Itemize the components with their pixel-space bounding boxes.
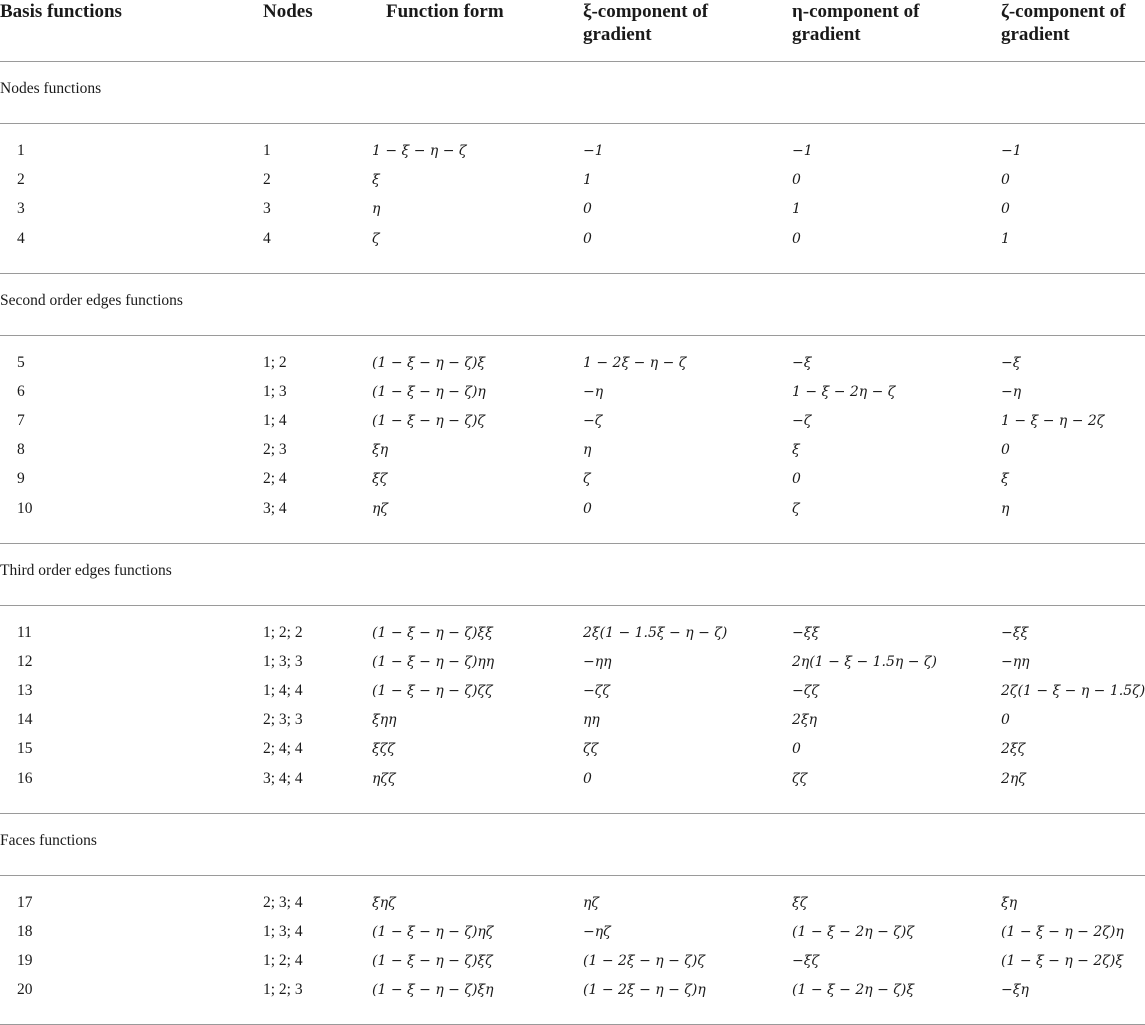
- cell-xi-gradient: 0: [583, 201, 592, 218]
- cell-nodes: 1; 4: [263, 412, 287, 429]
- table-row: [0, 498, 1145, 520]
- cell-nodes: 3; 4; 4: [263, 769, 303, 787]
- cell-function-form: (1 − ξ − η − ζ)ηη: [372, 653, 495, 670]
- cell-function-form: (1 − ξ − η − ζ)ξ: [372, 354, 486, 371]
- cell-zeta-gradient: −η: [1001, 383, 1022, 400]
- cell-basis-number: 7: [17, 412, 25, 429]
- cell-nodes: 1; 2; 4: [263, 952, 303, 969]
- table-row: [0, 169, 1145, 191]
- cell-zeta-gradient: ξη: [1001, 894, 1018, 911]
- cell-nodes: 1; 3; 4: [263, 922, 303, 940]
- cell-function-form: ξηη: [372, 712, 397, 729]
- table-row: [0, 228, 1145, 250]
- cell-basis-number: 16: [17, 769, 33, 787]
- cell-basis-number: 18: [17, 922, 33, 940]
- cell-basis-number: 13: [17, 682, 33, 699]
- cell-nodes: 2: [263, 171, 271, 189]
- table-row: [0, 768, 1145, 790]
- cell-eta-gradient: −ζζ: [792, 683, 819, 699]
- cell-nodes: 1; 2: [263, 353, 287, 371]
- cell-nodes: 2; 3: [263, 441, 287, 459]
- table-row: [0, 352, 1145, 374]
- cell-xi-gradient: 1: [583, 172, 592, 189]
- cell-nodes: 4: [263, 229, 271, 247]
- cell-eta-gradient: (1 − ξ − 2η − ζ)ξ: [792, 982, 915, 999]
- cell-function-form: ξζζ: [372, 741, 395, 758]
- cell-function-form: ηζ: [372, 500, 388, 517]
- cell-xi-gradient: −η: [583, 383, 604, 400]
- header-eta-gradient: η-component of gradient: [792, 1, 920, 45]
- cell-nodes: 1; 2; 2: [263, 623, 303, 641]
- cell-basis-number: 6: [17, 382, 25, 400]
- section-end-rule: [0, 273, 1145, 274]
- cell-basis-number: 12: [17, 652, 33, 670]
- cell-zeta-gradient: −ξη: [1001, 982, 1029, 999]
- cell-zeta-gradient: 2ζ(1 − ξ − η − 1.5ζ): [1001, 683, 1145, 699]
- section-title: Faces functions: [0, 831, 97, 849]
- cell-xi-gradient: −ηη: [583, 653, 612, 670]
- cell-zeta-gradient: 1 − ξ − η − 2ζ: [1001, 413, 1105, 429]
- cell-eta-gradient: ζζ: [792, 770, 808, 787]
- cell-xi-gradient: ζ: [583, 471, 591, 488]
- cell-basis-number: 20: [17, 981, 33, 999]
- cell-eta-gradient: −ξζ: [792, 953, 820, 969]
- cell-eta-gradient: −1: [792, 143, 813, 159]
- section-rule: [0, 875, 1145, 876]
- cell-xi-gradient: 0: [583, 230, 592, 247]
- cell-function-form: (1 − ξ − η − ζ)ξη: [372, 982, 494, 999]
- cell-basis-number: 19: [17, 952, 33, 969]
- section-title: Second order edges functions: [0, 291, 183, 309]
- cell-xi-gradient: ηη: [583, 712, 600, 729]
- cell-function-form: ηζζ: [372, 770, 396, 787]
- cell-function-form: (1 − ξ − η − ζ)η: [372, 383, 486, 400]
- cell-nodes: 2; 4; 4: [263, 740, 303, 758]
- table-row: [0, 921, 1145, 943]
- cell-xi-gradient: −ζζ: [583, 683, 610, 699]
- cell-function-form: (1 − ξ − η − ζ)ζζ: [372, 683, 493, 699]
- table-header: [0, 0, 1145, 62]
- table-row: [0, 622, 1145, 644]
- table-row: [0, 410, 1145, 432]
- cell-nodes: 2; 3; 3: [263, 711, 303, 729]
- cell-function-form: (1 − ξ − η − ζ)ξζ: [372, 953, 493, 969]
- cell-xi-gradient: (1 − 2ξ − η − ζ)η: [583, 982, 706, 999]
- cell-basis-number: 8: [17, 441, 25, 459]
- cell-nodes: 2; 4: [263, 470, 287, 488]
- header-xi-gradient: ξ-component of gradient: [583, 1, 709, 45]
- cell-eta-gradient: 1: [792, 201, 801, 218]
- cell-nodes: 1: [263, 142, 271, 159]
- cell-xi-gradient: −ηζ: [583, 923, 611, 940]
- cell-eta-gradient: 0: [792, 471, 801, 488]
- cell-xi-gradient: −ζ: [583, 413, 603, 429]
- cell-function-form: (1 − ξ − η − ζ)ηζ: [372, 923, 494, 940]
- cell-nodes: 1; 3; 3: [263, 652, 303, 670]
- cell-basis-number: 15: [17, 740, 33, 758]
- header-nodes: Nodes: [263, 1, 313, 22]
- cell-zeta-gradient: −1: [1001, 143, 1022, 159]
- cell-basis-number: 17: [17, 893, 33, 911]
- section-rule: [0, 335, 1145, 336]
- cell-eta-gradient: ξ: [792, 442, 800, 459]
- header-basis-functions: Basis functions: [0, 1, 122, 22]
- cell-zeta-gradient: 0: [1001, 442, 1010, 459]
- cell-eta-gradient: 0: [792, 230, 801, 247]
- cell-basis-number: 4: [17, 229, 25, 247]
- cell-eta-gradient: ξζ: [792, 894, 808, 911]
- cell-xi-gradient: (1 − 2ξ − η − ζ)ζ: [583, 953, 705, 969]
- section-title: Third order edges functions: [0, 561, 172, 579]
- cell-eta-gradient: −ξ: [792, 354, 812, 371]
- cell-eta-gradient: 1 − ξ − 2η − ζ: [792, 383, 896, 400]
- table-row: [0, 381, 1145, 403]
- cell-function-form: η: [372, 201, 381, 218]
- cell-function-form: 1 − ξ − η − ζ: [372, 143, 467, 159]
- table-row: [0, 468, 1145, 490]
- cell-zeta-gradient: −ξξ: [1001, 624, 1029, 641]
- cell-basis-number: 9: [17, 470, 25, 488]
- cell-nodes: 1; 3: [263, 382, 287, 400]
- cell-basis-number: 14: [17, 711, 33, 729]
- cell-basis-number: 3: [17, 200, 25, 218]
- cell-eta-gradient: −ξξ: [792, 624, 820, 641]
- section-title: Nodes functions: [0, 80, 102, 97]
- table-row: [0, 198, 1145, 220]
- cell-eta-gradient: 2η(1 − ξ − 1.5η − ζ): [792, 653, 937, 670]
- cell-zeta-gradient: (1 − ξ − η − 2ζ)ξ: [1001, 953, 1124, 969]
- cell-nodes: 2; 3; 4: [263, 893, 303, 911]
- cell-eta-gradient: (1 − ξ − 2η − ζ)ζ: [792, 923, 914, 940]
- cell-xi-gradient: ζζ: [583, 741, 599, 758]
- cell-xi-gradient: ηζ: [583, 894, 599, 911]
- cell-basis-number: 5: [17, 353, 25, 371]
- cell-nodes: 1; 2; 3: [263, 981, 303, 999]
- cell-function-form: ξηζ: [372, 894, 396, 911]
- cell-eta-gradient: ζ: [792, 500, 800, 517]
- cell-eta-gradient: 0: [792, 172, 801, 189]
- table-row: [0, 651, 1145, 673]
- table-row: [0, 680, 1145, 702]
- cell-zeta-gradient: 0: [1001, 172, 1010, 189]
- section-end-rule: [0, 543, 1145, 544]
- cell-zeta-gradient: 2ηζ: [1001, 770, 1026, 787]
- table-row: [0, 950, 1145, 972]
- header-rule: [0, 61, 1145, 62]
- cell-eta-gradient: 0: [792, 741, 801, 758]
- cell-nodes: 3; 4: [263, 499, 287, 517]
- cell-zeta-gradient: 2ξζ: [1001, 741, 1026, 758]
- section-rule: [0, 123, 1145, 124]
- cell-zeta-gradient: ξ: [1001, 471, 1009, 488]
- cell-xi-gradient: −1: [583, 143, 604, 159]
- cell-function-form: ξζ: [372, 471, 388, 488]
- cell-zeta-gradient: 1: [1001, 230, 1010, 247]
- cell-function-form: (1 − ξ − η − ζ)ξξ: [372, 624, 493, 641]
- cell-xi-gradient: 0: [583, 770, 592, 787]
- section-end-rule: [0, 813, 1145, 814]
- header-function-form: Function form: [386, 1, 504, 22]
- cell-nodes: 1; 4; 4: [263, 682, 303, 699]
- cell-function-form: ξ: [372, 172, 380, 189]
- cell-xi-gradient: 0: [583, 500, 592, 517]
- cell-zeta-gradient: −ξ: [1001, 354, 1021, 371]
- cell-zeta-gradient: −ηη: [1001, 653, 1030, 670]
- cell-function-form: ξη: [372, 442, 389, 459]
- cell-xi-gradient: η: [583, 442, 592, 459]
- cell-zeta-gradient: 0: [1001, 201, 1010, 218]
- cell-eta-gradient: 2ξη: [792, 712, 818, 729]
- cell-xi-gradient: 1 − 2ξ − η − ζ: [583, 354, 687, 371]
- cell-zeta-gradient: η: [1001, 500, 1010, 517]
- cell-zeta-gradient: (1 − ξ − η − 2ζ)η: [1001, 923, 1124, 940]
- cell-xi-gradient: 2ξ(1 − 1.5ξ − η − ζ): [583, 624, 728, 641]
- cell-basis-number: 2: [17, 171, 25, 189]
- cell-function-form: (1 − ξ − η − ζ)ζ: [372, 413, 485, 429]
- cell-basis-number: 11: [17, 623, 32, 641]
- cell-zeta-gradient: 0: [1001, 712, 1010, 729]
- table-row: [0, 709, 1145, 731]
- table-row: [0, 140, 1145, 162]
- cell-nodes: 3: [263, 200, 271, 218]
- cell-eta-gradient: −ζ: [792, 413, 812, 429]
- section-rule: [0, 605, 1145, 606]
- header-zeta-gradient: ζ-component of gradient: [1001, 1, 1126, 45]
- cell-basis-number: 10: [17, 499, 33, 517]
- table-row: [0, 439, 1145, 461]
- cell-function-form: ζ: [372, 230, 380, 247]
- table-row: [0, 738, 1145, 760]
- cell-basis-number: 1: [17, 142, 25, 159]
- table-row: [0, 979, 1145, 1001]
- table-row: [0, 892, 1145, 914]
